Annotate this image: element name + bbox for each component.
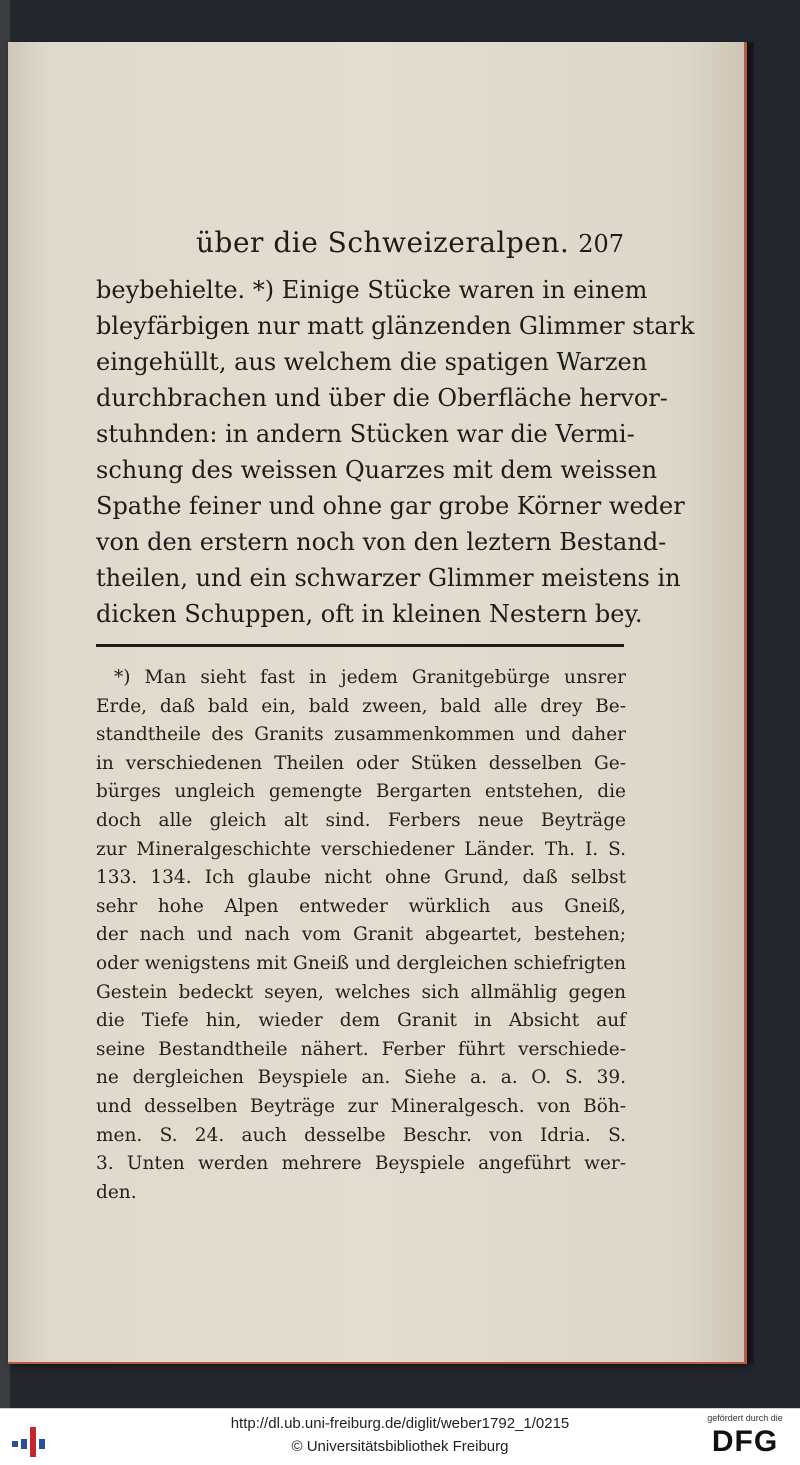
footnote-line: oder wenigstens mit Gneiß und dergleichen schiefrigten: [96, 952, 627, 974]
footnote-line: sehr hohe Alpen entweder würklich aus Gneiß,: [96, 895, 626, 917]
footnote-separator-rule: [96, 644, 624, 647]
body-line: beybehielte. *) Einige Stücke waren in einem: [96, 276, 648, 304]
body-line: stuhnden: in andern Stücken war die Vermi-: [96, 420, 635, 448]
body-line: durchbrachen und über die Oberfläche hervor-: [96, 384, 668, 412]
copyright-notice: © Universitätsbibliothek Freiburg: [291, 1438, 509, 1455]
body-line: eingehüllt, aus welchem die spatigen Warzen: [96, 348, 648, 376]
footnote-line: der nach und nach vom Granit abgeartet, bestehen;: [96, 924, 626, 946]
footnote-line: zur Mineralgeschichte verschiedener Länder. Th. I. S.: [96, 838, 626, 860]
footnote-line: 133. 134. Ich glaube nicht ohne Grund, daß selbst: [96, 867, 626, 889]
body-line: dicken Schuppen, oft in kleinen Nestern bey.: [96, 600, 643, 628]
footnote-line: ne dergleichen Beyspiele an. Siehe a. a. O. S. 39.: [96, 1067, 626, 1089]
footnote-line: doch alle gleich alt sind. Ferbers neue Beyträge: [96, 809, 626, 831]
page-number: 207: [578, 230, 624, 258]
footnote-line: seine Bestandtheile nähert. Ferber führt verschiede-: [96, 1038, 626, 1060]
body-line: von den erstern noch von den leztern Bestand-: [96, 528, 667, 556]
footnote-line: in verschiedenen Theilen oder Stüken desselben Ge-: [96, 752, 626, 774]
footnote-line: men. S. 24. auch desselbe Beschr. von Idria. S.: [96, 1124, 626, 1146]
footnote-line: Erde, daß bald ein, bald zween, bald alle drey Be-: [96, 695, 626, 717]
funding-caption: gefördert durch die: [707, 1413, 783, 1423]
main-text: [96, 272, 695, 632]
body-line: theilen, und ein schwarzer Glimmer meistens in: [96, 564, 681, 592]
footnote-line: bürges ungleich gemengte Bergarten entstehen, die: [96, 781, 626, 803]
body-line: schung des weissen Quarzes mit dem weissen: [96, 456, 658, 484]
footnote-line: den.: [96, 1181, 137, 1203]
footnote-line: standtheile des Granits zusammenkommen und daher: [96, 724, 626, 746]
running-head: [16, 226, 624, 266]
body-line: Spathe feiner und ohne gar grobe Körner weder: [96, 492, 685, 520]
dfg-logo: DFG: [711, 1425, 779, 1458]
book-page: [8, 42, 747, 1364]
permalink-url[interactable]: http://dl.ub.uni-freiburg.de/diglit/weber1792_1/0215: [230, 1415, 570, 1432]
footnote-line: die Tiefe hin, wieder dem Granit in Absicht auf: [96, 1010, 626, 1032]
footnote-line: 3. Unten werden mehrere Beyspiele angeführt wer-: [96, 1153, 626, 1175]
footnote: [96, 664, 626, 1207]
viewer-footer: [0, 1408, 800, 1465]
footnote-line: und desselben Beyträge zur Mineralgesch. von Böh-: [96, 1095, 626, 1117]
footnote-line: *) Man sieht fast in jedem Granitgebürge unsrer: [114, 667, 626, 688]
body-line: bleyfärbigen nur matt glänzenden Glimmer stark: [96, 312, 695, 340]
footnote-line: Gestein bedeckt seyen, welches sich allmählig gegen: [96, 981, 626, 1003]
running-title: über die Schweizeralpen.: [196, 226, 570, 259]
